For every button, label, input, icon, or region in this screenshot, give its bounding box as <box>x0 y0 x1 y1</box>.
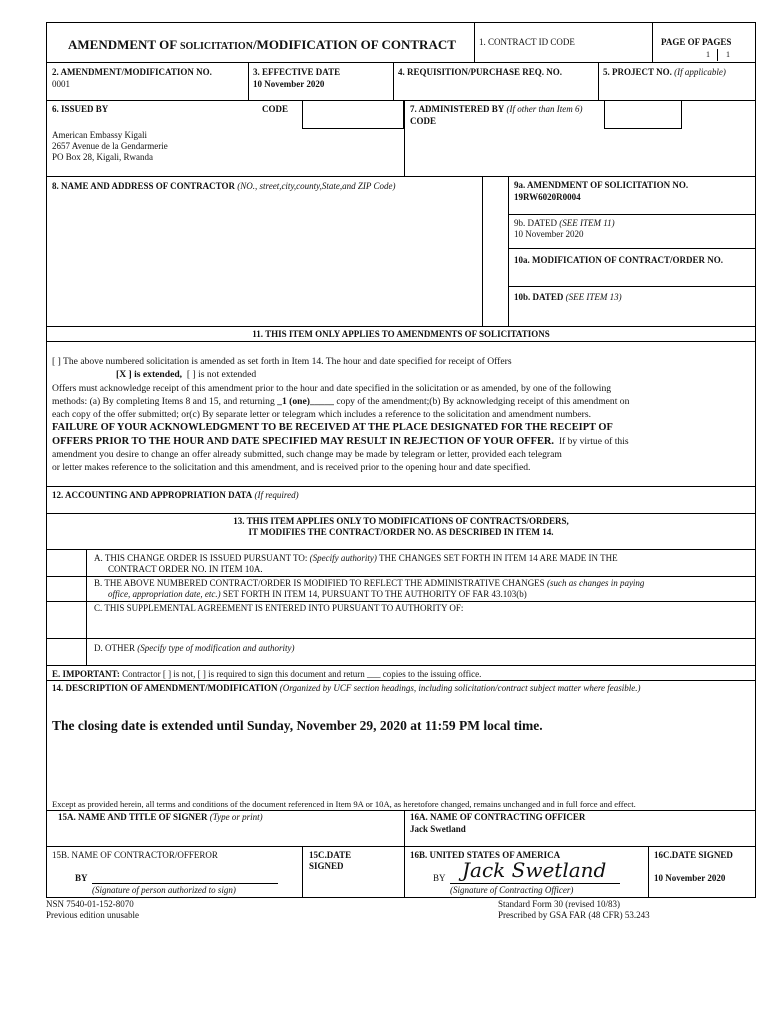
item13-checkbox-a[interactable] <box>46 550 86 575</box>
item11-body: [ ] The above numbered solicitation is amended as set forth in Item 14. The hour and date specified for receipt of Offers [X ] is extended, [ ] is not extended Offers must acknowledge receipt of this amendment prior to the hour and date specified in the solicitation or as amended, by one of the following methods: (a) By completing Items 8 and 15, and returning _1 (one)_____ copy of the amendment;(b) By acknowledging receipt of this amendment on each copy of the offer submitted; or(c) By separate letter or telegram which includes a reference to the solicitation and amendment numbers. FAILURE OF YOUR ACKNOWLEDGMENT TO BE RECEIVED AT THE PLACE DESIGNATED FOR THE RECEIPT OF OFFERS PRIOR TO THE HOUR AND DATE SPECIFIED MAY RESULT IN REJECTION OF YOUR OFFER. If by virtue of this amendment you desire to change an offer already submitted, such change may be made by telegram or letter, provided each telegram or letter makes reference to the solicitation and this amendment, and is received prior to the opening hour and date specified. <box>52 356 630 474</box>
item13-header-1: 13. THIS ITEM APPLIES ONLY TO MODIFICATIONS OF CONTRACTS/ORDERS, <box>233 516 569 526</box>
page-of-pages-label: PAGE OF PAGES <box>661 37 732 47</box>
box15b-label: 15B. NAME OF CONTRACTOR/OFFEROR <box>52 850 218 860</box>
box15c-label-1: 15C.DATE <box>309 850 352 860</box>
form-title: AMENDMENT OF SOLICITATION/MODIFICATION OF CONTRACT <box>68 37 456 52</box>
box2-value: 0001 <box>52 79 70 89</box>
box9a-label: 9a. AMENDMENT OF SOLICITATION NO. <box>514 180 689 190</box>
item13-option-a: A. THIS CHANGE ORDER IS ISSUED PURSUANT TO: (Specify authority) THE CHANGES SET FORTH IN ITEM 14 ARE MADE IN THE <box>94 553 618 563</box>
footer-nsn: NSN 7540-01-152-8070 <box>46 899 134 909</box>
box10b-label: 10b. DATED (SEE ITEM 13) <box>514 292 622 302</box>
box3-value: 10 November 2020 <box>253 79 325 89</box>
item13-option-b-line2: office, appropriation date, etc.) SET FORTH IN ITEM 14, PURSUANT TO THE AUTHORITY OF FAR 43.103(b) <box>108 589 527 599</box>
item13-option-c: C. THIS SUPPLEMENTAL AGREEMENT IS ENTERED INTO PURSUANT TO AUTHORITY OF: <box>94 603 464 613</box>
box16b-label: 16B. UNITED STATES OF AMERICA <box>410 850 561 860</box>
signer-name-field[interactable] <box>52 824 402 844</box>
box7-code-field[interactable] <box>604 100 682 129</box>
box16c-value: 10 November 2020 <box>654 873 726 883</box>
amendment-description: The closing date is extended until Sunday, November 29, 2020 at 11:59 PM local time. <box>52 718 543 733</box>
page-count: 1 <box>726 50 730 59</box>
contracting-officer-signature-caption: (Signature of Contracting Officer) <box>450 885 574 895</box>
important-notice: E. IMPORTANT: Contractor [ ] is not, [ ] is required to sign this document and return ___ copies to the issuing office. <box>52 669 482 679</box>
item13-option-a-line2: CONTRACT ORDER NO. IN ITEM 10A. <box>108 564 263 574</box>
box15a-label: 15A. NAME AND TITLE OF SIGNER (Type or print) <box>58 812 263 822</box>
item13-option-d: D. OTHER (Specify type of modification and authority) <box>94 643 295 653</box>
box3-label: 3. EFFECTIVE DATE <box>253 67 341 77</box>
box16c-label: 16C.DATE SIGNED <box>654 850 733 860</box>
item13-header-2: IT MODIFIES THE CONTRACT/ORDER NO. AS DESCRIBED IN ITEM 14. <box>248 527 554 537</box>
box8-label: 8. NAME AND ADDRESS OF CONTRACTOR (NO., street,city,county,State,and ZIP Code) <box>52 181 396 191</box>
box16b-by: BY <box>433 873 446 883</box>
contractor-address-field[interactable] <box>46 195 482 325</box>
issuer-address-line-1: American Embassy Kigali <box>52 130 147 140</box>
item11-header: 11. THIS ITEM ONLY APPLIES TO AMENDMENTS OF SOLICITATIONS <box>252 329 550 339</box>
box2-label: 2. AMENDMENT/MODIFICATION NO. <box>52 67 212 77</box>
box15b-by: BY <box>75 873 88 883</box>
item13-checkbox-b[interactable] <box>46 577 86 601</box>
contractor-signature-caption: (Signature of person authorized to sign) <box>92 885 236 895</box>
item13-checkbox-d[interactable] <box>46 639 86 665</box>
page-number: 1 <box>706 50 710 59</box>
box10a-label: 10a. MODIFICATION OF CONTRACT/ORDER NO. <box>514 255 724 265</box>
box6-label: 6. ISSUED BY <box>52 104 109 114</box>
box9b-value: 10 November 2020 <box>514 229 584 239</box>
box7-code-label: CODE <box>410 116 437 126</box>
box6-code-label: CODE <box>262 104 289 114</box>
issuer-address-line-2: 2657 Avenue de la Gendarmerie <box>52 141 168 151</box>
contractor-signature-field[interactable] <box>92 868 278 884</box>
box1-label: 1. CONTRACT ID CODE <box>479 37 575 47</box>
footer-form-number: Standard Form 30 (revised 10/83) <box>498 899 620 909</box>
item13-checkbox-c[interactable] <box>46 602 86 638</box>
box7-label: 7. ADMINISTERED BY (If other than Item 6) <box>410 104 583 114</box>
item14-label: 14. DESCRIPTION OF AMENDMENT/MODIFICATION (Organized by UCF section headings, including solicitation/contract subject matter where feasible.) <box>52 683 641 693</box>
item13-option-b: B. THE ABOVE NUMBERED CONTRACT/ORDER IS MODIFIED TO REFLECT THE ADMINISTRATIVE CHANGES (such as changes in paying <box>94 578 645 588</box>
box9a-value: 19RW6020R0004 <box>514 192 581 202</box>
box6-code-field[interactable] <box>302 100 404 129</box>
contracting-officer-name: Jack Swetland <box>410 824 466 834</box>
footer-previous-edition: Previous edition unusable <box>46 910 139 920</box>
terms-unchanged-notice: Except as provided herein, all terms and conditions of the document referenced in Item 9A or 10A, as heretofore changed, remains unchanged and in full force and effect. <box>52 799 636 809</box>
contracting-officer-signature: Jack Swetland <box>462 858 607 882</box>
box4-label: 4. REQUISITION/PURCHASE REQ. NO. <box>398 67 563 77</box>
box15c-label-2: SIGNED <box>309 861 344 871</box>
contractor-date-signed-field[interactable] <box>304 872 402 896</box>
item12-label: 12. ACCOUNTING AND APPROPRIATION DATA (If required) <box>52 490 299 500</box>
box16a-label: 16A. NAME OF CONTRACTING OFFICER <box>410 812 586 822</box>
box5-label: 5. PROJECT NO. (If applicable) <box>603 67 726 77</box>
issuer-address-line-3: PO Box 28, Kigali, Rwanda <box>52 152 153 162</box>
footer-prescribed-by: Prescribed by GSA FAR (48 CFR) 53.243 <box>498 910 650 920</box>
box9b-label: 9b. DATED (SEE ITEM 11) <box>514 218 615 228</box>
